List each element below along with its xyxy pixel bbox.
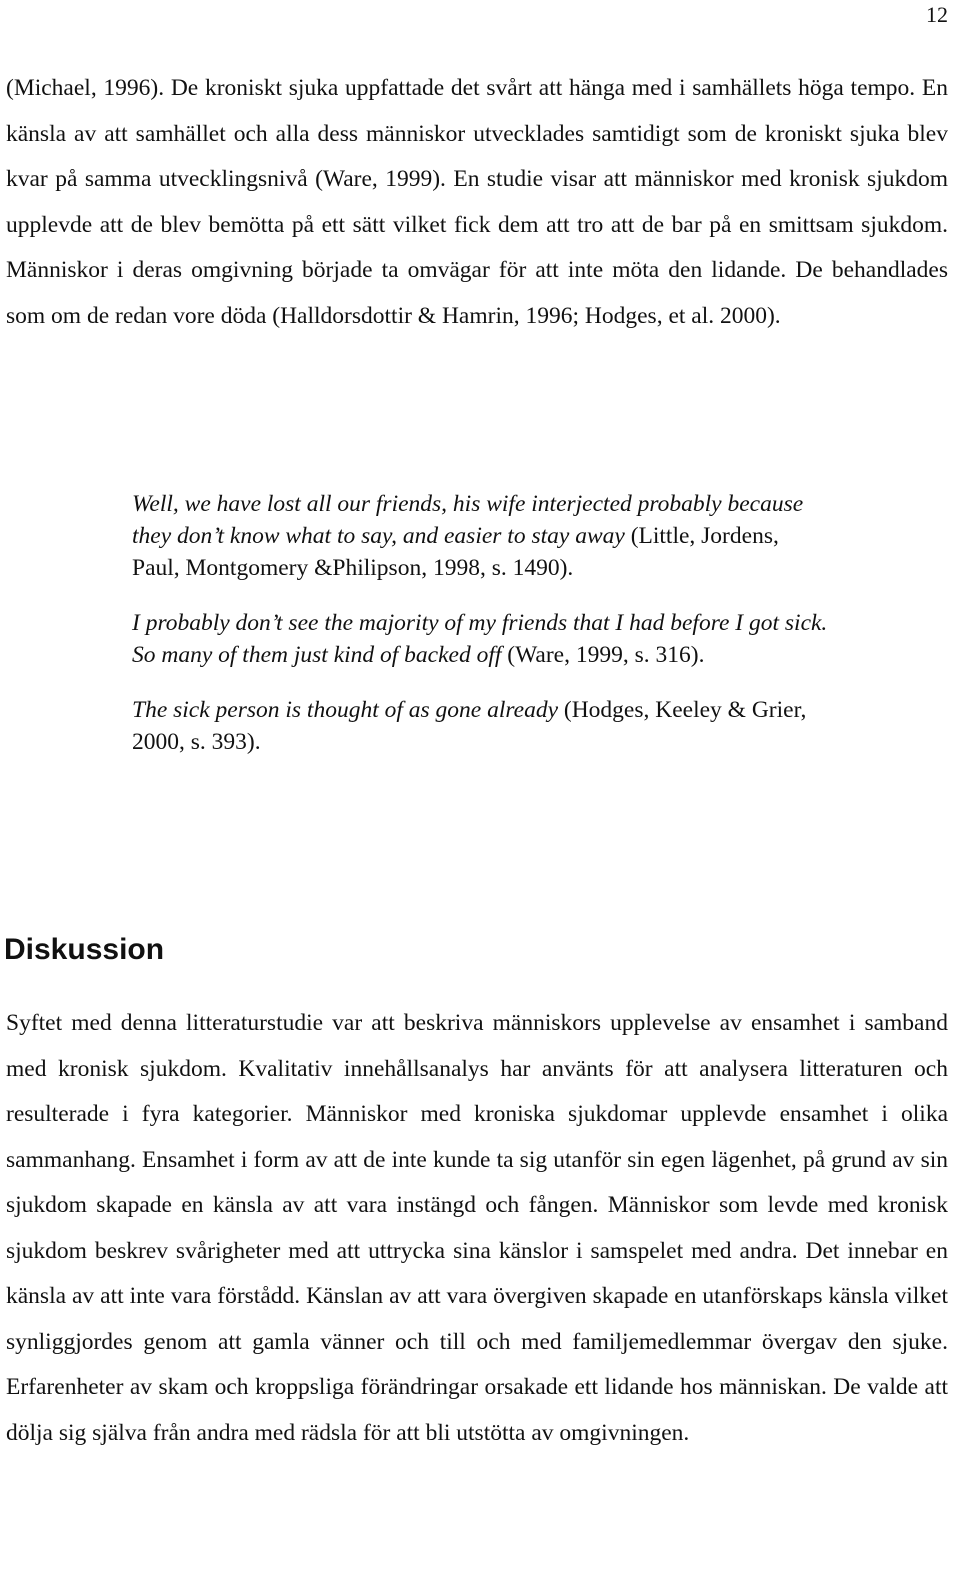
quotes-block: [132, 488, 832, 781]
page-number: 12: [926, 2, 948, 27]
intro-paragraph: (Michael, 1996). De kroniskt sjuka uppfattade det svårt att hänga med i samhällets höga tempo. En känsla av att samhället och alla dess människor utvecklades samtidigt som de kroniskt sjuka blev kvar på samma utvecklingsnivå (Ware, 1999). En studie visar att människor med kronisk sjukdom upplevde att de blev bemötta på ett sätt vilket fick dem att tro att de bar på en smittsam sjukdom. Människor i deras omgivning började ta omvägar för att inte möta den lidande. De behandlades som om de redan vore döda (Halldorsdottir & Hamrin, 1996; Hodges, et al. 2000).: [6, 75, 948, 329]
quote-3-text: The sick person is thought of as gone already: [132, 697, 559, 723]
section-heading: Diskussion: [4, 933, 165, 966]
quote-2-citation: (Ware, 1999, s. 316).: [501, 642, 705, 668]
quote-1: [132, 488, 832, 584]
quote-2-text: I probably don’t see the majority of my friends that I had before I got sick. So many of them just kind of backed off: [132, 610, 828, 668]
quote-3-citation: (Hodges, Keeley & Grier, 2000, s. 393).: [132, 697, 807, 755]
quote-1-citation: (Little, Jordens, Paul, Montgomery &Philipson, 1998, s. 1490).: [132, 523, 779, 581]
quote-1-text: Well, we have lost all our friends, his wife interjected probably because they don’t know what to say, and easier to stay away: [132, 491, 804, 549]
discussion-paragraph: Syftet med denna litteraturstudie var att beskriva människors upplevelse av ensamhet i samband med kronisk sjukdom. Kvalitativ innehållsanalys har använts för att analysera litteraturen och resulterade i fyra kategorier. Människor med kroniska sjukdomar upplevde ensamhet i olika sammanhang. Ensamhet i form av att de inte kunde ta sig utanför sin egen lägenhet, på grund av sin sjukdom skapade en känsla av att vara instängd och fången. Människor som levde med kronisk sjukdom beskrev svårigheter med att uttrycka sina känslor i samspelet med andra. Det innebar en känsla av att inte vara förstådd. Känslan av att vara övergiven skapade en utanförskaps känsla vilket synliggjordes genom att gamla vänner och till och med familjemedlemmar övergav den sjuke. Erfarenheter av skam och kroppsliga förändringar orsakade ett lidande hos människan. De valde att dölja sig själva från andra med rädsla för att bli utstötta av omgivningen.: [6, 1010, 948, 1446]
quote-3: [132, 694, 832, 758]
quote-2: [132, 607, 832, 671]
